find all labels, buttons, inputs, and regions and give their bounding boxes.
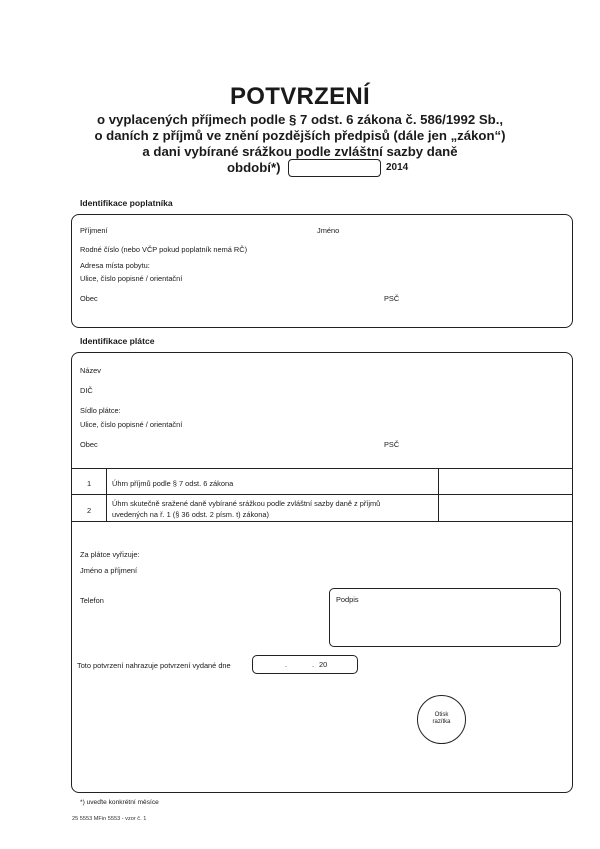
table-middle-line xyxy=(72,494,572,495)
replacement-date-dot-2: . xyxy=(312,660,315,669)
zip-label: PSČ xyxy=(384,294,400,303)
payer-street-label: Ulice, číslo popisné / orientační xyxy=(80,420,183,429)
replacement-date-dot-1: . xyxy=(285,660,288,669)
birth-number-label: Rodné číslo (nebo VČP pokud poplatník nemá RČ) xyxy=(80,245,248,254)
address-label: Adresa místa pobytu: xyxy=(80,261,150,270)
table-row-2-value[interactable] xyxy=(444,503,566,515)
taxpayer-section-title: Identifikace poplatníka xyxy=(80,198,173,208)
form-code: 25 5553 MFin 5553 - vzor č. 1 xyxy=(72,816,147,822)
handler-label: Za plátce vyřizuje: xyxy=(80,550,140,559)
handler-name-label: Jméno a příjmení xyxy=(80,566,138,575)
form-subtitle-line3: a dani vybírané srážkou podle zvláštní sazby daně xyxy=(142,144,458,159)
table-row-1-number: 1 xyxy=(86,479,92,488)
table-row-2-text: Úhrn skutečně sražené daně vybírané srážkou podle zvláštní sazby daně z příjmů xyxy=(112,499,381,508)
table-bottom-line xyxy=(72,521,572,522)
form-subtitle-line2: o daních z příjmů ve znění pozdějších předpisů (dále jen „zákon“) xyxy=(94,128,506,143)
footnote: *) uveďte konkrétní měsíce xyxy=(80,799,159,806)
stamp-label-line1: Otisk xyxy=(434,712,449,718)
stamp-circle xyxy=(417,695,466,744)
payer-zip-label: PSČ xyxy=(384,440,400,449)
taxpayer-box xyxy=(71,214,573,328)
payer-city-label: Obec xyxy=(80,440,98,449)
table-row-1-value[interactable] xyxy=(444,479,566,491)
table-col-divider-2 xyxy=(438,468,439,521)
stamp-label-line2: razítka xyxy=(432,719,451,725)
replacement-date-field[interactable] xyxy=(252,655,358,674)
first-name-label: Jméno xyxy=(317,226,340,235)
dic-label: DIČ xyxy=(80,386,93,395)
replacement-date-year-prefix: 20 xyxy=(319,660,328,669)
table-top-line xyxy=(72,468,572,469)
period-input[interactable] xyxy=(289,163,378,177)
phone-label: Telefon xyxy=(80,596,104,605)
city-label: Obec xyxy=(80,294,98,303)
period-year: 2014 xyxy=(386,162,409,173)
payer-box xyxy=(71,352,573,793)
table-row-2-text-cont: uvedených na ř. 1 (§ 36 odst. 2 písm. t) zákona) xyxy=(112,510,269,519)
table-row-2-number: 2 xyxy=(86,506,92,515)
payer-section-title: Identifikace plátce xyxy=(80,336,155,346)
replacement-label: Toto potvrzení nahrazuje potvrzení vydané dne xyxy=(77,661,231,670)
signature-label: Podpis xyxy=(336,595,359,604)
period-label: období*) xyxy=(227,160,281,175)
table-row-1-text: Úhrn příjmů podle § 7 odst. 6 zákona xyxy=(112,479,234,488)
period-field[interactable] xyxy=(288,159,381,177)
form-subtitle-line1: o vyplacených příjmech podle § 7 odst. 6 zákona č. 586/1992 Sb., xyxy=(96,112,504,127)
signature-field[interactable] xyxy=(329,588,561,647)
street-label: Ulice, číslo popisné / orientační xyxy=(80,274,183,283)
table-col-divider-1 xyxy=(106,468,107,521)
form-title: POTVRZENÍ xyxy=(229,83,371,110)
surname-label: Příjmení xyxy=(80,226,108,235)
seat-label: Sídlo plátce: xyxy=(80,406,121,415)
payer-name-label: Název xyxy=(80,366,101,375)
